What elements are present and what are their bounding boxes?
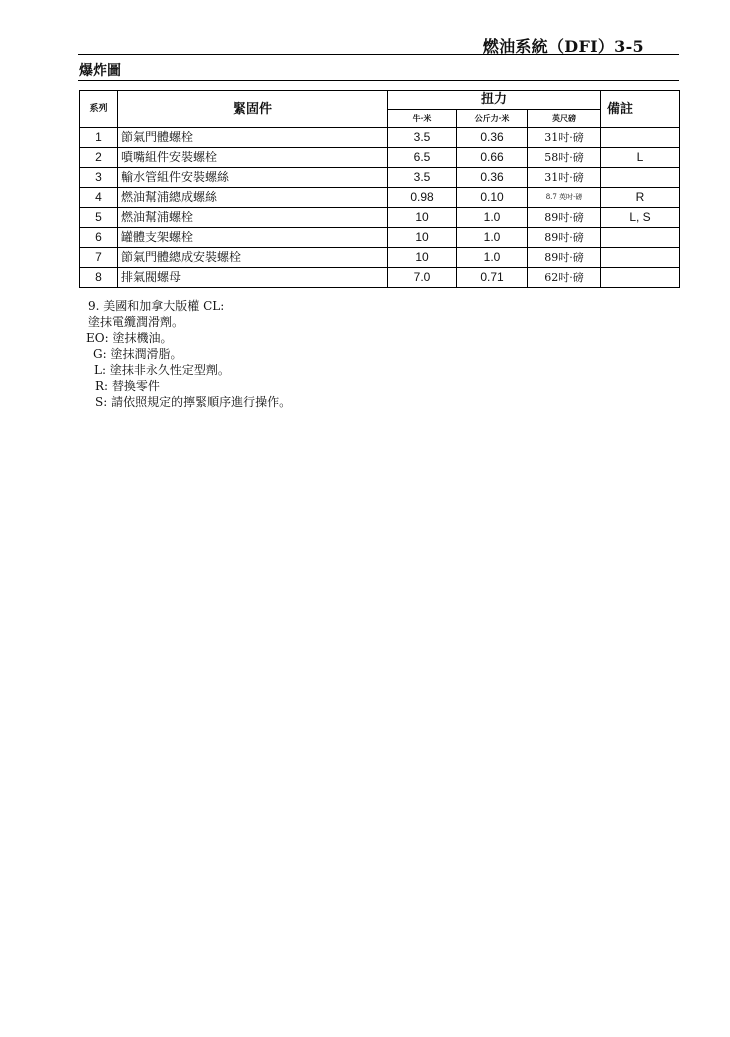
header-unit-kgfm: 公斤力·米	[457, 110, 528, 128]
table-row	[80, 268, 680, 288]
row-fastener: 節氣門體螺栓	[118, 128, 388, 148]
row-torque-kgfm: 0.36	[457, 168, 528, 188]
row-no: 4	[80, 188, 118, 208]
row-fastener: 節氣門體總成安裝螺栓	[118, 248, 388, 268]
row-torque-kgfm: 0.10	[457, 188, 528, 208]
note-code: S:	[95, 395, 108, 409]
row-fastener: 燃油幫浦總成螺絲	[118, 188, 388, 208]
note-text: 9. 美國和加拿大版權 CL:	[88, 299, 225, 313]
header-rule	[78, 54, 679, 55]
row-torque-ftlb: 89吋·磅	[528, 208, 601, 228]
row-torque-ftlb: 8.7 英吋·磅	[528, 188, 601, 208]
row-torque-nm: 3.5	[388, 168, 457, 188]
table-row	[80, 228, 680, 248]
row-no: 2	[80, 148, 118, 168]
row-torque-kgfm: 1.0	[457, 228, 528, 248]
row-remarks	[601, 128, 680, 148]
row-remarks	[601, 248, 680, 268]
row-torque-ftlb: 89吋·磅	[528, 228, 601, 248]
table-row	[80, 248, 680, 268]
row-torque-nm: 10	[388, 208, 457, 228]
note-line	[94, 362, 291, 378]
note-text: 塗抹潤滑脂。	[110, 347, 183, 361]
row-torque-ftlb: 89吋·磅	[528, 248, 601, 268]
note-code: EO:	[86, 331, 109, 345]
row-fastener: 燃油幫浦螺栓	[118, 208, 388, 228]
row-remarks	[601, 168, 680, 188]
row-torque-ftlb: 31吋·磅	[528, 128, 601, 148]
note-text: 塗抹電纜潤滑劑。	[88, 315, 185, 329]
note-text: 替換零件	[111, 379, 160, 393]
row-fastener: 輸水管組件安裝螺絲	[118, 168, 388, 188]
row-remarks: R	[601, 188, 680, 208]
row-remarks	[601, 268, 680, 288]
header-remarks: 備註	[601, 91, 680, 128]
note-code: G:	[93, 347, 107, 361]
row-torque-ftlb: 62吋·磅	[528, 268, 601, 288]
note-line	[95, 394, 291, 410]
row-no: 1	[80, 128, 118, 148]
row-torque-ftlb: 31吋·磅	[528, 168, 601, 188]
row-torque-kgfm: 1.0	[457, 208, 528, 228]
row-torque-ftlb: 58吋·磅	[528, 148, 601, 168]
note-line	[95, 378, 291, 394]
row-remarks	[601, 228, 680, 248]
row-fastener: 排氣閥螺母	[118, 268, 388, 288]
row-torque-nm: 0.98	[388, 188, 457, 208]
row-torque-nm: 10	[388, 228, 457, 248]
row-no: 8	[80, 268, 118, 288]
row-torque-nm: 7.0	[388, 268, 457, 288]
header-no: 系列	[80, 91, 118, 128]
row-torque-kgfm: 0.71	[457, 268, 528, 288]
note-code: R:	[95, 379, 109, 393]
table-row	[80, 148, 680, 168]
row-no: 5	[80, 208, 118, 228]
note-line	[88, 314, 291, 330]
row-torque-kgfm: 1.0	[457, 248, 528, 268]
header-fastener: 緊固件	[118, 91, 388, 128]
row-fastener: 噴嘴組件安裝螺栓	[118, 148, 388, 168]
row-torque-kgfm: 0.66	[457, 148, 528, 168]
page-header-title: 燃油系統（DFI）3-5	[482, 37, 644, 56]
table-row	[80, 128, 680, 148]
row-torque-nm: 3.5	[388, 128, 457, 148]
row-remarks: L	[601, 148, 680, 168]
table-row	[80, 188, 680, 208]
section-title: 爆炸圖	[79, 63, 121, 79]
row-torque-nm: 10	[388, 248, 457, 268]
note-line	[88, 298, 291, 314]
header-unit-nm: 牛·米	[388, 110, 457, 128]
note-text: 塗抹機油。	[112, 331, 173, 345]
table-row	[80, 168, 680, 188]
note-text: 塗抹非永久性定型劑。	[109, 363, 230, 377]
note-line	[93, 346, 291, 362]
row-fastener: 罐體支架螺栓	[118, 228, 388, 248]
table-row	[80, 208, 680, 228]
header-torque: 扭力	[388, 91, 601, 110]
note-line	[86, 330, 291, 346]
row-remarks: L, S	[601, 208, 680, 228]
notes-block	[88, 298, 291, 410]
row-torque-kgfm: 0.36	[457, 128, 528, 148]
note-code: L:	[94, 363, 107, 377]
section-rule	[78, 80, 679, 81]
note-text: 請依照規定的擰緊順序進行操作。	[111, 395, 292, 409]
row-torque-nm: 6.5	[388, 148, 457, 168]
header-unit-ftlb: 英尺磅	[528, 110, 601, 128]
row-no: 3	[80, 168, 118, 188]
torque-table	[79, 90, 680, 288]
row-no: 6	[80, 228, 118, 248]
row-no: 7	[80, 248, 118, 268]
